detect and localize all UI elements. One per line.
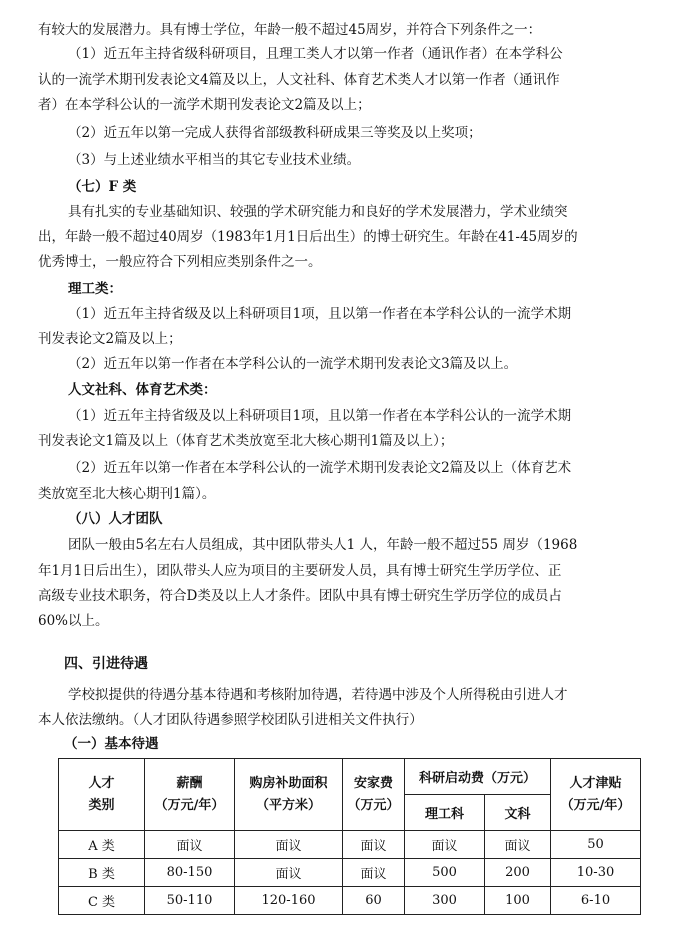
section-heading: （一）基本待遇 xyxy=(64,736,159,752)
paragraph-line: 类放宽至北大核心期刊1篇）。 xyxy=(38,486,216,502)
paragraph-line: （3）与上述业绩水平相当的其它专业技术业绩。 xyxy=(68,152,361,168)
benefits-table xyxy=(58,758,641,915)
paragraph-line: 高级专业技术职务，符合D类及以上人才条件。团队中具有博士研究生学历学位的成员占 xyxy=(38,588,562,604)
section-heading: （八）人才团队 xyxy=(68,511,163,527)
table-cell: 面议 xyxy=(343,831,405,859)
table-cell: 200 xyxy=(485,859,551,887)
table-row xyxy=(59,831,641,859)
paragraph-line: （2）近五年以第一完成人获得省部级教科研成果三等奖及以上奖项； xyxy=(68,125,482,141)
section-heading: 人文社科、体育艺术类： xyxy=(68,382,217,398)
table-cell: 100 xyxy=(485,887,551,915)
table-cell: 面议 xyxy=(235,859,343,887)
table-cell: C 类 xyxy=(59,887,145,915)
table-cell: 120-160 xyxy=(235,887,343,915)
paragraph-line: 年1月1日后出生），团队带头人应为项目的主要研发人员，具有博士研究生学历学位、正 xyxy=(38,563,562,579)
paragraph-line: （1）近五年主持省级及以上科研项目1项，且以第一作者在本学科公认的一流学术期 xyxy=(68,408,572,424)
header-salary: 薪酬 （万元/年） xyxy=(145,759,235,831)
table-cell: 6-10 xyxy=(551,887,641,915)
paragraph-line: （2）近五年以第一作者在本学科公认的一流学术期刊发表论文2篇及以上（体育艺术 xyxy=(68,460,572,476)
table-cell: 面议 xyxy=(405,831,485,859)
table-row xyxy=(59,887,641,915)
header-settlement: 安家费 （万元） xyxy=(343,759,405,831)
table-cell: 面议 xyxy=(235,831,343,859)
paragraph-line: 团队一般由5名左右人员组成，其中团队带头人1 人，年龄一般不超过55 周岁（1968 xyxy=(68,537,578,553)
table-header-row xyxy=(59,759,641,795)
paragraph-line: 学校拟提供的待遇分基本待遇和考核附加待遇，若待遇中涉及个人所得税由引进人才 xyxy=(68,687,568,703)
table-cell: B 类 xyxy=(59,859,145,887)
section-heading: （七）F 类 xyxy=(68,179,137,195)
paragraph-line: 有较大的发展潜力。具有博士学位，年龄一般不超过45周岁，并符合下列条件之一： xyxy=(38,22,542,38)
table-cell: 面议 xyxy=(485,831,551,859)
paragraph-line: 认的一流学术期刊发表论文4篇及以上，人文社科、体育艺术类人才以第一作者（通讯作 xyxy=(38,72,560,88)
table-cell: A 类 xyxy=(59,831,145,859)
header-humanities: 文科 xyxy=(485,795,551,831)
paragraph-line: （2）近五年以第一作者在本学科公认的一流学术期刊发表论文3篇及以上。 xyxy=(68,356,518,372)
paragraph-line: 者）在本学科公认的一流学术期刊发表论文2篇及以上； xyxy=(38,97,371,113)
paragraph-line: 刊发表论文1篇及以上（体育艺术类放宽至北大核心期刊1篇及以上）； xyxy=(38,433,454,449)
paragraph-line: （1）近五年主持省级科研项目，且理工类人才以第一作者（通讯作者）在本学科公 xyxy=(68,46,563,62)
table-cell: 50 xyxy=(551,831,641,859)
header-housing: 购房补助面积 （平方米） xyxy=(235,759,343,831)
table-cell: 50-110 xyxy=(145,887,235,915)
table-cell: 面议 xyxy=(343,859,405,887)
paragraph-line: 出，年龄一般不超过40周岁（1983年1月1日后出生）的博士研究生。年龄在41-45周岁的 xyxy=(38,229,578,245)
table-cell: 300 xyxy=(405,887,485,915)
table-cell: 80-150 xyxy=(145,859,235,887)
table-row xyxy=(59,859,641,887)
header-category: 人才 类别 xyxy=(59,759,145,831)
paragraph-line: 优秀博士，一般应符合下列相应类别条件之一。 xyxy=(38,254,322,270)
table-cell: 500 xyxy=(405,859,485,887)
paragraph-line: 本人依法缴纳。（人才团队待遇参照学校团队引进相关文件执行） xyxy=(38,712,423,728)
paragraph-line: （1）近五年主持省级及以上科研项目1项，且以第一作者在本学科公认的一流学术期 xyxy=(68,306,572,322)
header-research-funding: 科研启动费（万元） xyxy=(405,759,551,795)
table-cell: 面议 xyxy=(145,831,235,859)
header-science: 理工科 xyxy=(405,795,485,831)
chapter-heading: 四、引进待遇 xyxy=(64,656,148,672)
paragraph-line: 60%以上。 xyxy=(38,613,109,629)
paragraph-line: 刊发表论文2篇及以上； xyxy=(38,331,182,347)
section-heading: 理工类： xyxy=(68,281,122,297)
paragraph-line: 具有扎实的专业基础知识、较强的学术研究能力和良好的学术发展潜力，学术业绩突 xyxy=(68,204,568,220)
table-cell: 60 xyxy=(343,887,405,915)
header-allowance: 人才津贴 （万元/年） xyxy=(551,759,641,831)
table-cell: 10-30 xyxy=(551,859,641,887)
